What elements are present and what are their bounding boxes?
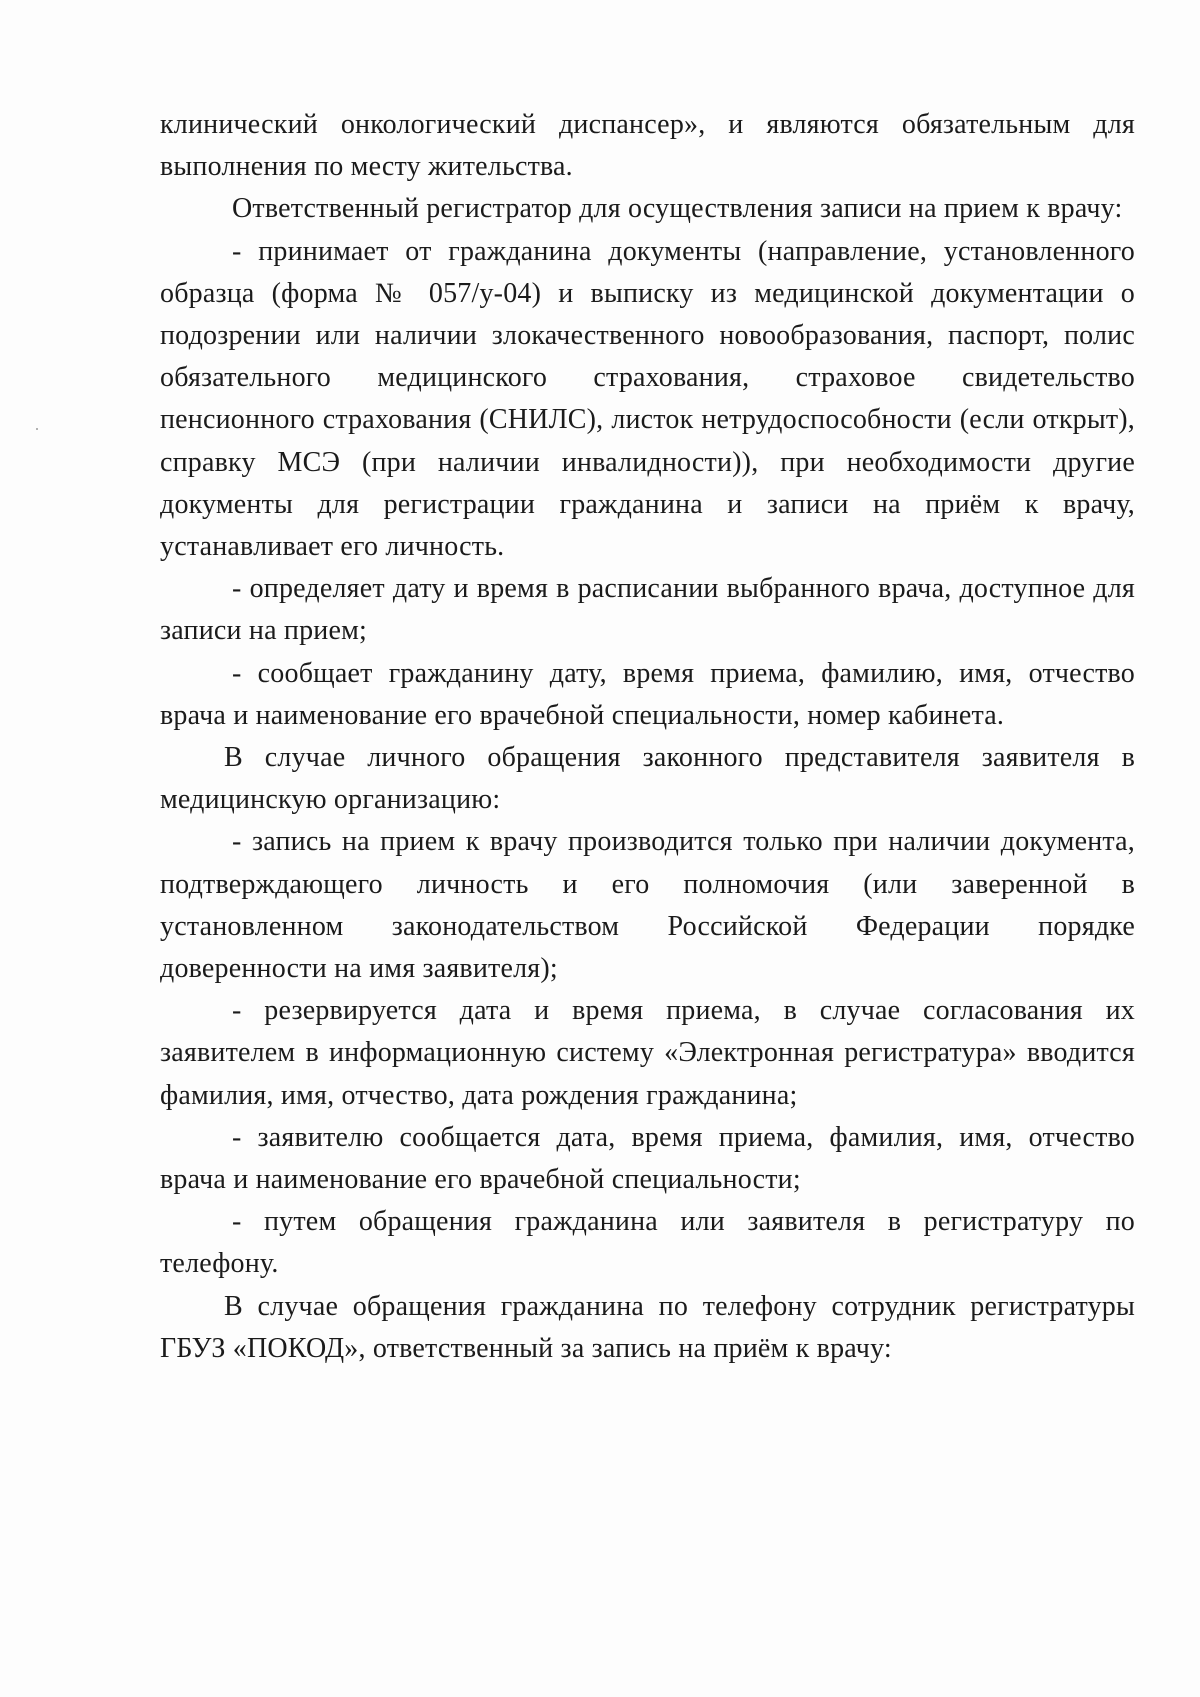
paragraph-requires-documents: - запись на прием к врачу производится только при наличии документа, подтверждающего личность и его полномочия (или заверенной в установленном законодательством Российской Федерации порядке доверенности на имя заявителя); (160, 826, 1135, 985)
paragraph-informs-citizen: - сообщает гражданину дату, время приема, фамилию, имя, отчество врача и наименование его врачебной специальности, номер кабинета. (160, 657, 1135, 731)
paragraph-reserves-date: - резервируется дата и время приема, в случае согласования их заявителем в информационную систему «Электронная регистратура» вводится фамилия, имя, отчество, дата рождения гражданина; (160, 995, 1135, 1111)
paragraph-continuation: клинический онкологический диспансер», и являются обязательным для выполнения по месту жительства. (160, 109, 1135, 183)
paragraph-legal-representative: В случае личного обращения законного представителя заявителя в медицинскую организацию: (160, 742, 1135, 816)
scan-speck (36, 428, 38, 430)
paragraph-phone-contact: - путем обращения гражданина или заявителя в регистратуру по телефону. (160, 1206, 1135, 1280)
paragraph-phone-case: В случае обращения гражданина по телефону сотрудник регистратуры ГБУЗ «ПОКОД», ответственный за запись на приём к врачу: (160, 1290, 1135, 1364)
paragraph-registrar-intro: Ответственный регистратор для осуществления записи на прием к врачу: (232, 193, 1123, 225)
document-body (160, 104, 1135, 1370)
paragraph-informs-applicant: - заявителю сообщается дата, время приема, фамилия, имя, отчество врача и наименование его врачебной специальности; (160, 1121, 1135, 1196)
paragraph-determines-date: - определяет дату и время в расписании выбранного врача, доступное для записи на прием; (160, 573, 1135, 647)
paragraph-accepts-documents: - принимает от гражданина документы (направление, установленного образца (форма № 057/у-04) и выписку из медицинской документации о подозрении или наличии злокачественного новообразования, паспорт, полис обязательного медицинского страхования, страховое свидетельство пенсионного страхования (СНИЛС), листок нетрудоспособности (если открыт), справку МСЭ (при наличии инвалидности)), при необходимости другие документы для регистрации гражданина и записи на приём к врачу, устанавливает его личность. (160, 235, 1135, 563)
